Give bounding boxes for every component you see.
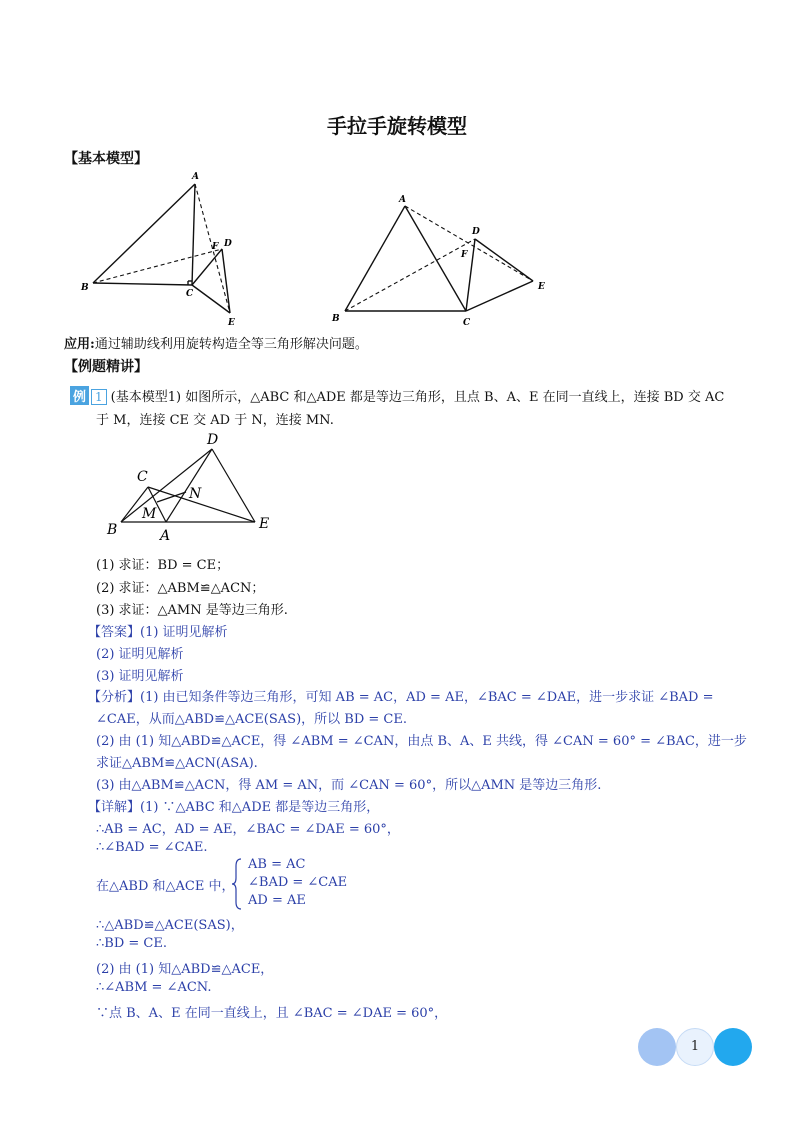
figure-label-m: M — [142, 506, 157, 522]
detail2-line-4: ∴∠ABM = ∠ACN. — [96, 980, 212, 995]
detail2-line-3: (2) 由 (1) 知△ABD≌△ACE， — [96, 962, 274, 977]
detail2-line-5: ∵点 B、A、E 在同一直线上，且 ∠BAC = ∠DAE = 60°， — [96, 1006, 448, 1021]
figure-label-a: A — [160, 528, 171, 542]
answer-line-2: (2) 证明见解析 — [96, 647, 184, 662]
example1-text-line2: 于 M，连接 CE 交 AD 于 N，连接 MN. — [96, 413, 334, 428]
diagram1-label-c: C — [186, 289, 194, 299]
analysis-line-1: 【分析】(1) 由已知条件等边三角形，可知 AB = AC，AD = AE，∠BAC = ∠DAE，进一步求证 ∠BAD = — [88, 690, 714, 705]
diagram1-label-f: F — [212, 242, 219, 252]
page-number: 1 — [676, 1028, 714, 1066]
basic-model-diagram-1 — [76, 168, 256, 330]
diagram2-label-d: D — [472, 227, 480, 237]
system-row-3: AD = AE — [248, 893, 306, 908]
detail-line-1: 【详解】(1) ∵△ABC 和△ADE 都是等边三角形， — [88, 800, 380, 815]
system-row-2: ∠BAD = ∠CAE — [248, 875, 348, 890]
diagram1-label-b: B — [81, 283, 89, 293]
system-row-1: AB = AC — [248, 857, 306, 872]
question-2: (2) 求证：△ABM≌△ACN； — [96, 581, 265, 596]
question-1: (1) 求证：BD = CE； — [96, 558, 230, 573]
detail2-line-1: ∴△ABD≌△ACE(SAS)， — [96, 918, 244, 933]
example-number: 1 — [91, 389, 107, 405]
analysis-line-2: ∠CAE，从而△ABD≌△ACE(SAS)，所以 BD = CE. — [96, 712, 407, 727]
basic-model-diagram-2 — [328, 190, 554, 330]
detail-line-3: ∴∠BAD = ∠CAE. — [96, 840, 208, 855]
question-3: (3) 求证：△AMN 是等边三角形. — [96, 603, 288, 618]
figure-label-d: D — [207, 432, 219, 448]
detail-line-2: ∴AB = AC，AD = AE，∠BAC = ∠DAE = 60°， — [96, 822, 400, 837]
diagram2-label-a: A — [399, 195, 406, 205]
figure-label-c: C — [137, 469, 148, 485]
analysis-line-4: 求证△ABM≌△ACN(ASA). — [96, 756, 258, 771]
system-prefix: 在△ABD 和△ACE 中， — [96, 879, 235, 894]
figure-label-e: E — [259, 516, 270, 532]
answer-line-3: (3) 证明见解析 — [96, 669, 184, 684]
detail2-line-2: ∴BD = CE. — [96, 936, 167, 951]
page-number-badge — [638, 1028, 752, 1068]
analysis-line-3: (2) 由 (1) 知△ABD≌△ACE，得 ∠ABM = ∠CAN，由点 B、A、E 共线，得 ∠CAN = 60° = ∠BAC，进一步 — [96, 734, 747, 749]
example-badge: 例 — [70, 386, 89, 405]
badge-circle-left — [638, 1028, 676, 1066]
page-title: 手拉手旋转模型 — [327, 114, 467, 138]
section-heading-basic-model: 【基本模型】 — [64, 151, 148, 167]
figure-label-b: B — [107, 522, 118, 538]
example1-line1 — [70, 386, 724, 405]
analysis-line-5: (3) 由△ABM≌△ACN，得 AM = AN，而 ∠CAN = 60°，所以△AMN 是等边三角形. — [96, 778, 602, 793]
application-text: 通过辅助线利用旋转构造全等三角形解决问题。 — [94, 337, 368, 352]
application-label: 应用: — [64, 337, 95, 352]
system-brace — [232, 858, 242, 910]
example1-figure — [104, 430, 280, 542]
diagram1-label-e: E — [228, 318, 235, 328]
diagram2-label-b: B — [332, 314, 340, 324]
diagram1-label-d: D — [224, 239, 232, 249]
application-line — [64, 333, 368, 352]
section-heading-examples: 【例题精讲】 — [64, 359, 148, 375]
badge-circle-right — [714, 1028, 752, 1066]
diagram2-label-c: C — [463, 318, 471, 328]
diagram1-label-a: A — [192, 172, 199, 182]
figure-label-n: N — [189, 486, 202, 502]
diagram2-label-e: E — [538, 282, 545, 292]
example1-text-line1: (基本模型1) 如图所示，△ABC 和△ADE 都是等边三角形，且点 B、A、E 在同一直线上，连接 BD 交 AC — [110, 390, 725, 405]
answer-line-1: 【答案】(1) 证明见解析 — [88, 625, 228, 640]
diagram2-label-f: F — [461, 250, 468, 260]
